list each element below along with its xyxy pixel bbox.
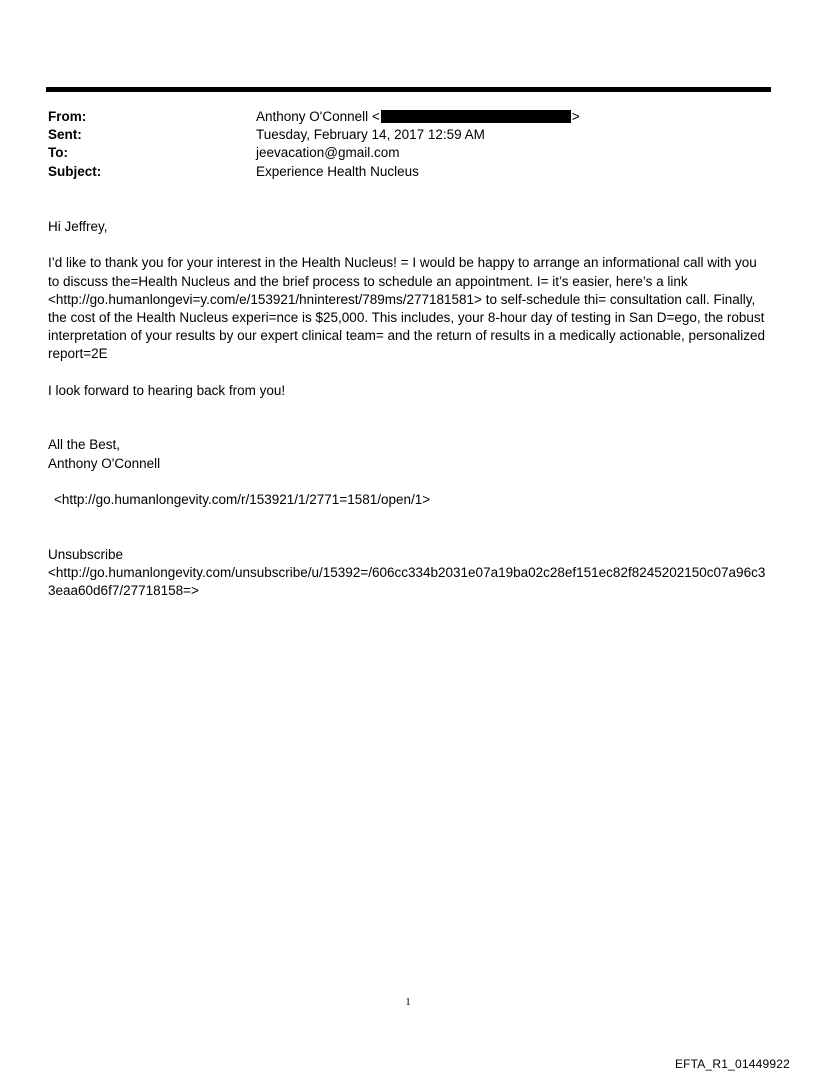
sent-value: Tuesday, February 14, 2017 12:59 AM [256, 127, 485, 143]
sender-suffix: > [571, 109, 580, 124]
subject-label: Subject: [48, 163, 102, 179]
sender-name: Anthony O'Connell < [256, 109, 380, 124]
from-value [256, 108, 768, 126]
bates-number: EFTA_R1_01449922 [674, 1057, 790, 1071]
subject-row [48, 163, 768, 181]
redaction-box [381, 110, 571, 123]
closing: All the Best, [48, 437, 121, 453]
to-label: To: [48, 145, 68, 161]
to-value: jeevacation@gmail.com [256, 145, 400, 161]
unsubscribe-link[interactable]: <http://go.humanlongevity.com/unsubscribe/u/15392=/606cc334b2031e07a19ba02c28ef151ec82f8245202150c07a96c33eaa60d6f7/27718158=> [48, 564, 766, 598]
forward-line: I look forward to hearing back from you! [48, 382, 286, 398]
unsubscribe-label[interactable]: Unsubscribe [48, 546, 124, 562]
sent-label: Sent: [48, 127, 82, 143]
from-label: From: [48, 109, 87, 124]
page-number: 1 [405, 996, 411, 1008]
greeting: Hi Jeffrey, [48, 219, 108, 234]
main-paragraph: I’d like to thank you for your interest in the Health Nucleus! = I would be happy to arrange an informational call with you to discuss the=Health Nucleus and the brief process to schedule an appointment. I= it’s easier, here’s a link <http://go.humanlongevi=y.com/e/153921/hninterest/789ms/277181581> to self-schedule thi= consultation call. Finally, the cost of the Health Nucleus experi=nce is $25,000. This includes, your 8-hour day of testing in San D=ego, the robust interpretation of your results by our expert clinical team= and the return of results in a medically actionable, personalized report=2E [48, 255, 766, 362]
subject-value: Experience Health Nucleus [256, 163, 419, 179]
tracking-link[interactable]: <http://go.humanlongevity.com/r/153921/1/2771=1581/open/1> [54, 491, 431, 507]
header-rule [46, 87, 771, 92]
email-body [48, 218, 770, 600]
signature-name: Anthony O'Connell [48, 455, 161, 471]
email-header [48, 108, 768, 181]
to-row [48, 144, 768, 162]
from-row [48, 108, 768, 126]
sent-row [48, 126, 768, 144]
